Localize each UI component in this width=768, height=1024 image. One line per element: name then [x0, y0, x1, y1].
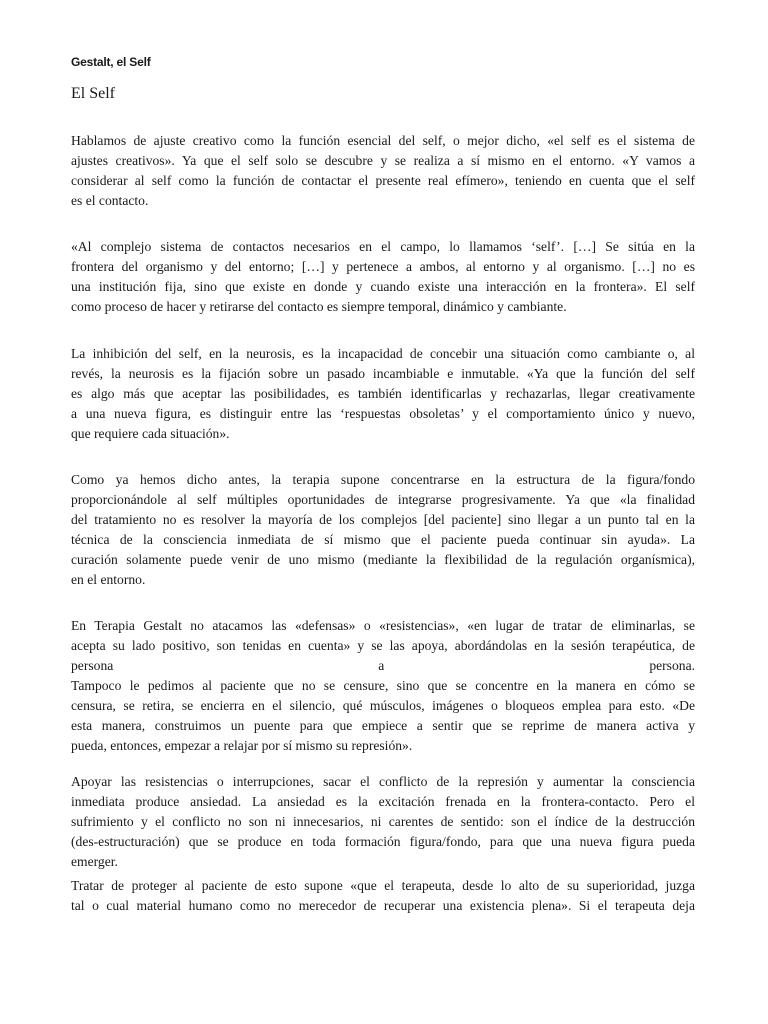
text-line: revés, la neurosis es la fijación sobre un pasado incambiable e inmutable. «Ya que la función del self: [71, 366, 695, 381]
text-line: En Terapia Gestalt no atacamos las «defensas» o «resistencias», «en lugar de tratar de eliminarlas, se: [71, 618, 695, 633]
text-line: sufrimiento y el conflicto no son ni innecesarios, ni carentes de sentido: son el índice de la destrucción: [71, 814, 695, 829]
text-line: frontera del organismo y del entorno; […] y pertenece a ambos, al entorno y al organismo. […] no es: [71, 259, 695, 274]
text-line: proporcionándole al self múltiples oportunidades de integrarse progresivamente. Ya que «la finalidad: [71, 492, 695, 507]
text-line: «Al complejo sistema de contactos necesarios en el campo, lo llamamos ‘self’. […] Se sitúa en la: [71, 239, 695, 254]
text-line: es algo más que aceptar las posibilidades, es también identificarlas y rechazarlas, llegar creativamente: [71, 386, 695, 401]
text-line: ajustes creativos». Ya que el self solo se descubre y se realiza a sí mismo en el entorno. «Y vamos a: [71, 153, 695, 168]
text-line: pueda, entonces, empezar a relajar por sí mismo su represión».: [71, 738, 413, 753]
text-line: a una nueva figura, es distinguir entre las ‘respuestas obsoletas’ y el comportamiento único y nuevo,: [71, 406, 695, 421]
paragraph-1: [71, 131, 695, 211]
text-line: acepta su lado positivo, son tenidas en cuenta» y se las apoya, abordándolas en la sesión terapéutica, de: [71, 638, 695, 653]
text-line: esta manera, construimos un puente para que empiece a sentir que se reprime de manera activa y: [71, 718, 695, 733]
text-line: técnica de la consciencia inmediata de sí mismo que el paciente pueda continuar sin ayuda». La: [71, 532, 695, 547]
text-line: Tampoco le pedimos al paciente que no se censure, sino que se concentre en la manera en cómo se: [71, 678, 695, 693]
text-line: en el entorno.: [71, 572, 146, 587]
text-line: Apoyar las resistencias o interrupciones, sacar el conflicto de la represión y aumentar la consciencia: [71, 774, 695, 789]
paragraph-2: [71, 237, 695, 317]
text-line: La inhibición del self, en la neurosis, es la incapacidad de concebir una situación como cambiante o, al: [71, 346, 695, 361]
text-line: Como ya hemos dicho antes, la terapia supone concentrarse en la estructura de la figura/fondo: [71, 472, 695, 487]
paragraph-7: [71, 876, 695, 916]
paragraph-6: [71, 772, 695, 872]
paragraph-5: [71, 616, 695, 756]
document-header: Gestalt, el Self: [71, 55, 151, 69]
text-line: persona a persona.: [71, 658, 695, 673]
text-line: es el contacto.: [71, 193, 149, 208]
text-line: inmediata produce ansiedad. La ansiedad es la excitación frenada en la frontera-contacto. Pero el: [71, 794, 695, 809]
text-line: que requiere cada situación».: [71, 426, 230, 441]
text-line: Tratar de proteger al paciente de esto supone «que el terapeuta, desde lo alto de su superioridad, juzga: [71, 878, 695, 893]
text-line: considerar al self como la función de contactar el presente real efímero», teniendo en cuenta que el self: [71, 173, 695, 188]
text-line: como proceso de hacer y retirarse del contacto es siempre temporal, dinámico y cambiante.: [71, 299, 567, 314]
text-line: del tratamiento no es resolver la mayoría de los complejos [del paciente] sino llegar a un punto tal en la: [71, 512, 695, 527]
text-line: censura, se retira, se encierra en el silencio, qué músculos, imágenes o bloqueos emplea para esto. «De: [71, 698, 695, 713]
text-line: Hablamos de ajuste creativo como la función esencial del self, o mejor dicho, «el self es el sistema de: [71, 133, 695, 148]
text-line: una institución fija, sino que existe en donde y cuando existe una interacción en la frontera». El self: [71, 279, 695, 294]
text-line: curación solamente puede venir de uno mismo (mediante la flexibilidad de la regulación organísmica),: [71, 552, 695, 567]
text-line: (des-estructuración) que se produce en toda formación figura/fondo, para que una nueva figura pueda: [71, 834, 695, 849]
paragraph-4: [71, 470, 695, 590]
text-line: emerger.: [71, 854, 118, 869]
document-title: El Self: [71, 85, 115, 102]
text-line: tal o cual material humano como no merecedor de recuperar una existencia plena». Si el terapeuta deja: [71, 898, 695, 913]
paragraph-3: [71, 344, 695, 444]
